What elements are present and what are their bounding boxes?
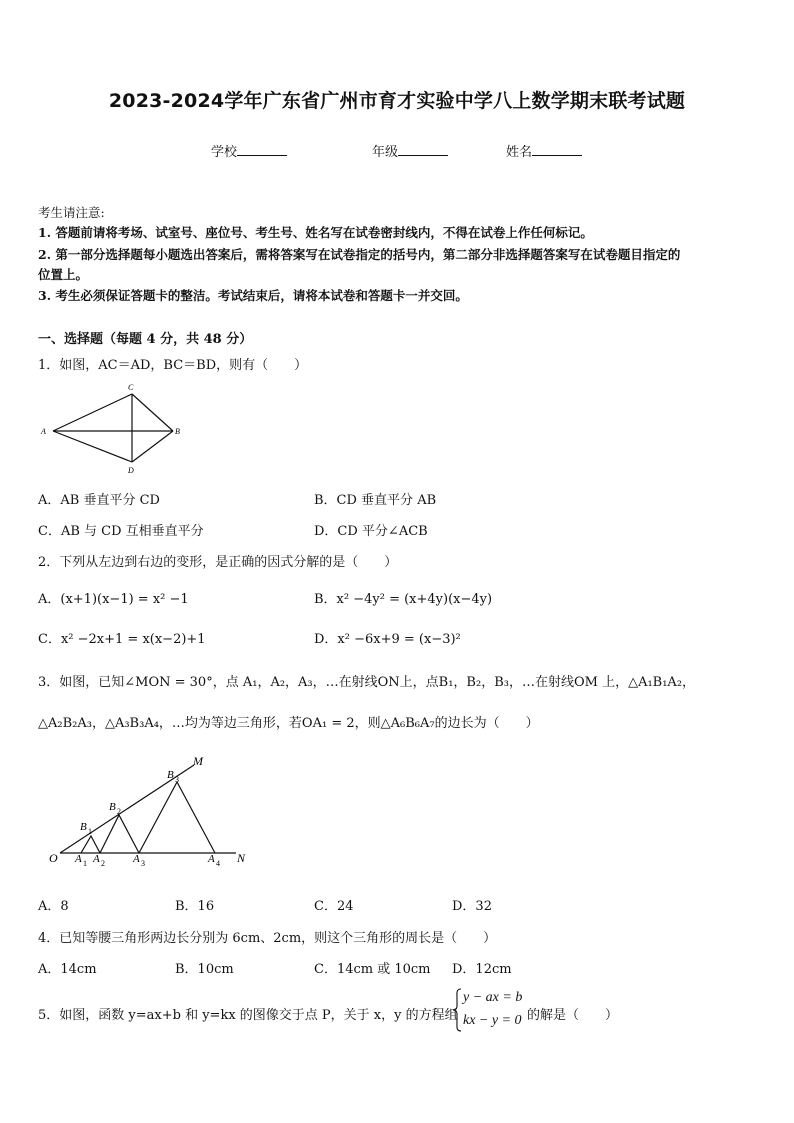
point-label-a4: A	[208, 853, 215, 865]
point-label-a3: A	[133, 853, 140, 865]
question-1-figure	[36, 380, 196, 476]
notice-item: 1. 答题前请将考场、试室号、座位号、考生号、姓名写在试卷密封线内，不得在试卷上作任何标记。	[38, 225, 593, 240]
point-label-c: C	[128, 383, 134, 392]
question-4-option-b[interactable]: B．10cm	[175, 962, 234, 977]
question-1-option-a[interactable]: A．AB 垂直平分 CD	[38, 493, 160, 508]
question-3-option-c[interactable]: C．24	[314, 899, 354, 914]
point-label-a1: A	[75, 853, 82, 865]
notice-item: 位置上。	[38, 267, 89, 282]
point-label-b1: B	[80, 821, 87, 833]
subscript-1: 1	[83, 859, 87, 868]
notice-item: 3. 考生必须保证答题卡的整洁。考试结束后，请将本试卷和答题卡一并交回。	[38, 288, 468, 303]
segment-db	[132, 431, 173, 462]
question-1-option-b[interactable]: B．CD 垂直平分 AB	[314, 493, 437, 508]
subscript-2: 2	[117, 807, 121, 816]
triangle-a2b2a3	[100, 815, 139, 853]
section-heading: 一、选择题（每题 4 分，共 48 分）	[38, 332, 253, 347]
system-brace	[452, 987, 462, 1033]
system-equation-2: kx − y = 0	[463, 1013, 522, 1028]
question-3-stem-line-1: 3．如图，已知∠MON = 30°，点 A₁，A₂，A₃，…在射线ON上，点B₁，B₂，B₃，…在射线OM 上，△A₁B₁A₂，	[38, 675, 696, 690]
triangle-a1b1a2	[81, 836, 100, 853]
question-4-option-c[interactable]: C．14cm 或 10cm	[314, 962, 431, 977]
question-3-option-b[interactable]: B．16	[175, 899, 215, 914]
exam-title: 2023-2024学年广东省广州市育才实验中学八上数学期末联考试题	[108, 90, 686, 112]
question-2-stem: 2．下列从左边到右边的变形，是正确的因式分解的是（ ）	[38, 555, 398, 570]
school-label: 学校	[211, 145, 238, 160]
point-label-n: N	[237, 851, 246, 865]
question-2-option-d[interactable]: D．x² −6x+9 = (x−3)²	[314, 632, 461, 647]
question-2-option-c[interactable]: C．x² −2x+1 = x(x−2)+1	[38, 632, 206, 647]
subscript-2: 2	[101, 859, 105, 868]
question-1-stem: 1．如图，AC＝AD，BC＝BD，则有（ ）	[38, 358, 308, 373]
segment-cb	[132, 394, 173, 431]
notice-item: 2. 第一部分选择题每小题选出答案后，需将答案写在试卷指定的括号内，第二部分非选择题答案写在试卷题目指定的	[38, 247, 681, 262]
point-label-b3: B	[167, 769, 174, 781]
name-blank	[532, 143, 582, 156]
subscript-4: 4	[216, 859, 220, 868]
question-4-stem: 4．已知等腰三角形两边长分别为 6cm、2cm，则这个三角形的周长是（ ）	[38, 931, 497, 946]
subscript-3: 3	[175, 775, 179, 784]
notice-heading: 考生请注意:	[38, 205, 105, 220]
segment-ad	[53, 431, 132, 462]
point-label-a2: A	[93, 853, 100, 865]
point-label-b2: B	[109, 801, 116, 813]
school-field	[211, 141, 287, 160]
point-label-b: B	[175, 427, 180, 436]
segment-ac	[53, 394, 132, 431]
question-3-option-a[interactable]: A．8	[38, 899, 69, 914]
name-label: 姓名	[506, 145, 533, 160]
question-1-option-c[interactable]: C．AB 与 CD 互相垂直平分	[38, 524, 204, 539]
grade-field	[372, 141, 448, 160]
question-1-option-d[interactable]: D．CD 平分∠ACB	[314, 524, 428, 539]
subscript-1: 1	[88, 827, 92, 836]
school-blank	[237, 143, 287, 156]
point-label-m: M	[193, 754, 203, 768]
question-5-stem-end: 的解是（ ）	[527, 1008, 619, 1023]
question-3-option-d[interactable]: D．32	[452, 899, 492, 914]
grade-blank	[398, 143, 448, 156]
question-4-option-a[interactable]: A．14cm	[38, 962, 97, 977]
question-2-option-b[interactable]: B．x² −4y² = (x+4y)(x−4y)	[314, 592, 493, 607]
question-2-option-a[interactable]: A．(x+1)(x−1) = x² −1	[38, 592, 189, 607]
question-4-option-d[interactable]: D．12cm	[452, 962, 512, 977]
triangle-a3b3a4	[139, 782, 215, 853]
point-label-d: D	[128, 466, 134, 475]
ray-om	[60, 765, 194, 853]
question-5-stem: 5．如图，函数 y=ax+b 和 y=kx 的图像交于点 P，关于 x，y 的方程组	[38, 1008, 458, 1023]
system-equation-1: y − ax = b	[463, 990, 523, 1005]
point-label-a: A	[41, 427, 46, 436]
point-label-o: O	[49, 851, 58, 865]
grade-label: 年级	[372, 145, 399, 160]
name-field	[506, 141, 582, 160]
question-3-figure	[40, 750, 270, 875]
question-3-stem-line-2: △A₂B₂A₃，△A₃B₃A₄，…均为等边三角形，若OA₁ = 2，则△A₆B₆A₇的边长为（ ）	[38, 716, 539, 731]
subscript-3: 3	[141, 859, 145, 868]
